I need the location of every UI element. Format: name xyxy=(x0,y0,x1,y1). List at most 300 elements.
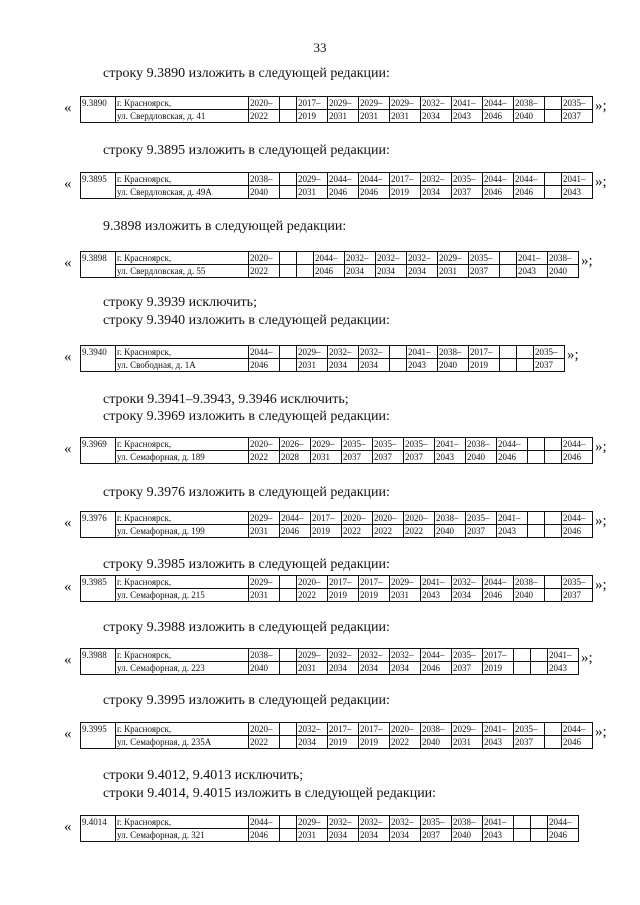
period-end: 2046 xyxy=(421,661,451,674)
period-cell xyxy=(390,816,421,842)
period-end: 2031 xyxy=(311,450,341,463)
period-cell xyxy=(466,438,497,464)
period-end: 2037 xyxy=(342,450,372,463)
amendment-instruction: строку 9.3976 изложить в следующей редакции: xyxy=(103,485,390,500)
period-start: 2029– xyxy=(298,174,321,184)
amendment-instruction: строку 9.3895 изложить в следующей редакции: xyxy=(103,143,390,158)
period-end: 2034 xyxy=(359,828,389,841)
period-end: 2040 xyxy=(466,450,496,463)
period-cell xyxy=(421,649,452,675)
amendment-table-row xyxy=(80,722,593,749)
period-end: 2034 xyxy=(328,828,358,841)
period-start: 2041– xyxy=(518,253,541,263)
period-end: 2034 xyxy=(407,264,437,277)
period-cell xyxy=(404,438,435,464)
period-end xyxy=(280,185,296,198)
period-end: 2043 xyxy=(421,588,451,601)
period-cell xyxy=(562,173,593,199)
period-start: 2020– xyxy=(250,724,273,734)
period-start: 2029– xyxy=(453,724,476,734)
period-cell xyxy=(452,576,483,602)
period-cell xyxy=(390,97,421,123)
period-start xyxy=(515,649,529,661)
period-end: 2043 xyxy=(435,450,465,463)
period-end xyxy=(280,109,296,122)
period-cell xyxy=(514,173,545,199)
period-start xyxy=(546,576,560,588)
closing-quote: »; xyxy=(595,513,607,529)
period-cell xyxy=(249,173,280,199)
period-cell xyxy=(469,346,500,372)
address-city: г. Красноярск, xyxy=(117,347,172,357)
period-end: 2046 xyxy=(562,735,592,748)
amendment-instruction: строку 9.3969 изложить в следующей редакции: xyxy=(103,409,390,424)
period-end: 2043 xyxy=(407,358,437,371)
closing-quote: »; xyxy=(595,577,607,593)
period-end: 2034 xyxy=(359,358,389,371)
period-cell xyxy=(562,723,593,749)
period-end: 2034 xyxy=(421,185,451,198)
period-cell xyxy=(390,576,421,602)
period-end: 2046 xyxy=(514,185,544,198)
opening-quote: « xyxy=(64,726,72,742)
closing-quote: »; xyxy=(581,650,593,666)
period-start xyxy=(518,346,532,358)
period-end: 2037 xyxy=(373,450,403,463)
period-start: 2044– xyxy=(498,439,521,449)
period-end: 2037 xyxy=(469,264,499,277)
period-start: 2038– xyxy=(467,439,490,449)
period-start: 2041– xyxy=(549,650,572,660)
empty-period-cell xyxy=(500,252,517,278)
period-start: 2026– xyxy=(281,439,304,449)
period-end: 2034 xyxy=(328,358,358,371)
period-cell xyxy=(407,252,438,278)
period-cell xyxy=(359,97,390,123)
row-number: 9.3898 xyxy=(81,252,116,278)
period-start: 2029– xyxy=(391,98,414,108)
period-cell xyxy=(390,723,421,749)
period-start: 2032– xyxy=(346,253,369,263)
empty-period-cell xyxy=(531,649,548,675)
period-start xyxy=(515,816,529,828)
period-cell xyxy=(297,173,328,199)
period-end xyxy=(545,735,561,748)
period-end: 2019 xyxy=(359,588,389,601)
empty-period-cell xyxy=(545,97,562,123)
period-cell xyxy=(249,97,280,123)
period-end: 2034 xyxy=(390,828,420,841)
period-cell xyxy=(297,649,328,675)
period-end xyxy=(514,661,530,674)
period-cell xyxy=(404,512,435,538)
period-cell xyxy=(452,649,483,675)
period-cell xyxy=(452,173,483,199)
address-cell xyxy=(116,816,249,842)
period-end: 2031 xyxy=(249,588,279,601)
period-start: 2032– xyxy=(329,650,352,660)
period-end: 2019 xyxy=(359,735,389,748)
period-end xyxy=(531,828,547,841)
period-cell xyxy=(421,723,452,749)
period-cell xyxy=(328,97,359,123)
period-start: 2038– xyxy=(250,174,273,184)
period-end xyxy=(517,358,533,371)
period-end: 2028 xyxy=(280,450,310,463)
period-start: 2032– xyxy=(360,347,383,357)
empty-period-cell xyxy=(545,512,562,538)
period-end: 2019 xyxy=(328,588,358,601)
empty-period-cell xyxy=(500,346,517,372)
period-cell xyxy=(373,438,404,464)
closing-quote: »; xyxy=(595,439,607,455)
period-end: 2031 xyxy=(249,524,279,537)
period-end: 2046 xyxy=(483,185,513,198)
closing-quote: »; xyxy=(595,724,607,740)
period-start: 2035– xyxy=(422,817,445,827)
period-end xyxy=(545,450,561,463)
address-cell xyxy=(116,346,249,372)
period-cell xyxy=(359,576,390,602)
period-cell xyxy=(311,438,342,464)
period-start: 2029– xyxy=(391,577,414,587)
address-street: ул. Семафорная, д. 199 xyxy=(116,524,248,537)
period-end: 2037 xyxy=(514,735,544,748)
amendment-instruction: строку 9.3988 изложить в следующей редакции: xyxy=(103,620,390,635)
address-city: г. Красноярск, xyxy=(117,513,172,523)
period-start: 2035– xyxy=(453,174,476,184)
period-cell xyxy=(517,252,548,278)
period-end xyxy=(280,588,296,601)
period-start: 2020– xyxy=(391,724,414,734)
period-start: 2029– xyxy=(439,253,462,263)
period-start: 2029– xyxy=(360,98,383,108)
amendment-instruction: строку 9.3940 изложить в следующей редакции: xyxy=(103,313,390,328)
period-start: 2029– xyxy=(312,439,335,449)
period-end xyxy=(390,358,406,371)
period-start: 2044– xyxy=(281,513,304,523)
period-end: 2022 xyxy=(342,524,372,537)
period-cell xyxy=(562,512,593,538)
period-cell xyxy=(452,816,483,842)
period-cell xyxy=(483,723,514,749)
period-end: 2022 xyxy=(373,524,403,537)
opening-quote: « xyxy=(64,100,72,116)
period-start: 2035– xyxy=(535,347,558,357)
period-start: 2035– xyxy=(563,577,586,587)
period-end xyxy=(545,588,561,601)
empty-period-cell xyxy=(528,512,545,538)
address-street: ул. Свердловская, д. 49А xyxy=(116,185,248,198)
period-end: 2043 xyxy=(562,185,592,198)
period-end: 2031 xyxy=(452,735,482,748)
period-cell xyxy=(469,252,500,278)
period-cell xyxy=(342,512,373,538)
empty-period-cell xyxy=(297,252,314,278)
period-end: 2031 xyxy=(328,109,358,122)
period-start: 2032– xyxy=(453,577,476,587)
address-city: г. Красноярск, xyxy=(117,817,172,827)
period-end: 2034 xyxy=(376,264,406,277)
period-end: 2019 xyxy=(483,661,513,674)
empty-period-cell xyxy=(545,438,562,464)
empty-period-cell xyxy=(517,346,534,372)
period-start: 2035– xyxy=(343,439,366,449)
empty-period-cell xyxy=(280,816,297,842)
empty-period-cell xyxy=(280,252,297,278)
period-start: 2029– xyxy=(250,513,273,523)
period-end: 2022 xyxy=(390,735,420,748)
period-start: 2041– xyxy=(563,174,586,184)
period-cell xyxy=(483,173,514,199)
address-city: г. Красноярск, xyxy=(117,577,172,587)
period-start: 2020– xyxy=(374,513,397,523)
period-start: 2035– xyxy=(470,253,493,263)
period-end xyxy=(500,264,516,277)
empty-period-cell xyxy=(514,649,531,675)
closing-quote: »; xyxy=(595,174,607,190)
period-start: 2017– xyxy=(360,577,383,587)
period-start: 2017– xyxy=(312,513,335,523)
period-cell xyxy=(345,252,376,278)
period-start: 2044– xyxy=(422,650,445,660)
address-street: ул. Семафорная, д. 189 xyxy=(116,450,248,463)
period-cell xyxy=(314,252,345,278)
row-number: 9.3995 xyxy=(81,723,116,749)
period-end xyxy=(545,524,561,537)
address-street: ул. Свердловская, д. 41 xyxy=(116,109,248,122)
amendment-instruction: строку 9.3995 изложить в следующей редакции: xyxy=(103,693,390,708)
period-cell xyxy=(249,649,280,675)
period-end: 2040 xyxy=(514,588,544,601)
period-start: 2044– xyxy=(563,439,586,449)
period-start: 2017– xyxy=(329,724,352,734)
period-end: 2034 xyxy=(421,109,451,122)
period-start xyxy=(532,649,546,661)
period-start xyxy=(546,97,560,109)
period-start xyxy=(546,438,560,450)
period-start: 2044– xyxy=(484,98,507,108)
period-end xyxy=(528,524,544,537)
period-start xyxy=(391,346,405,358)
amendment-table-row xyxy=(80,648,579,675)
address-cell xyxy=(116,512,249,538)
period-cell xyxy=(562,97,593,123)
period-end: 2040 xyxy=(435,524,465,537)
period-start: 2017– xyxy=(360,724,383,734)
period-end: 2040 xyxy=(438,358,468,371)
period-end: 2046 xyxy=(562,450,592,463)
period-end: 2031 xyxy=(390,588,420,601)
opening-quote: « xyxy=(64,441,72,457)
address-street: ул. Семафорная, д. 215 xyxy=(116,588,248,601)
period-start: 2044– xyxy=(315,253,338,263)
period-start: 2044– xyxy=(484,174,507,184)
period-cell xyxy=(297,723,328,749)
period-cell xyxy=(435,512,466,538)
period-end xyxy=(514,828,530,841)
period-end: 2019 xyxy=(328,735,358,748)
period-start: 2038– xyxy=(453,817,476,827)
opening-quote: « xyxy=(64,255,72,271)
period-start: 2041– xyxy=(408,347,431,357)
period-end: 2040 xyxy=(421,735,451,748)
period-end: 2040 xyxy=(249,185,279,198)
empty-period-cell xyxy=(531,816,548,842)
period-end xyxy=(280,735,296,748)
period-cell xyxy=(359,346,390,372)
period-cell xyxy=(280,438,311,464)
period-cell xyxy=(421,173,452,199)
address-street: ул. Семафорная, д. 235А xyxy=(116,735,248,748)
address-city: г. Красноярск, xyxy=(117,174,172,184)
period-start: 2044– xyxy=(515,174,538,184)
period-cell xyxy=(249,438,280,464)
period-end: 2031 xyxy=(297,828,327,841)
period-start xyxy=(298,252,312,264)
address-city: г. Красноярск, xyxy=(117,439,172,449)
empty-period-cell xyxy=(280,723,297,749)
period-cell xyxy=(311,512,342,538)
period-end: 2019 xyxy=(469,358,499,371)
period-cell xyxy=(342,438,373,464)
address-street: ул. Свердловская, д. 55 xyxy=(116,264,248,277)
address-city: г. Красноярск, xyxy=(117,98,172,108)
amendment-table-row xyxy=(80,172,593,199)
period-cell xyxy=(376,252,407,278)
period-end: 2037 xyxy=(534,358,564,371)
period-cell xyxy=(328,576,359,602)
period-start: 2035– xyxy=(374,439,397,449)
period-cell xyxy=(280,512,311,538)
period-start: 2044– xyxy=(563,724,586,734)
period-start: 2044– xyxy=(360,174,383,184)
address-cell xyxy=(116,173,249,199)
address-cell xyxy=(116,649,249,675)
period-cell xyxy=(514,97,545,123)
amendment-table-row xyxy=(80,437,593,464)
period-end xyxy=(280,358,296,371)
amendment-table-row xyxy=(80,511,593,538)
period-end xyxy=(528,450,544,463)
period-cell xyxy=(452,723,483,749)
period-start: 2035– xyxy=(515,724,538,734)
period-start xyxy=(529,512,543,524)
empty-period-cell xyxy=(514,816,531,842)
period-start: 2032– xyxy=(329,817,352,827)
period-start: 2038– xyxy=(515,577,538,587)
period-end: 2031 xyxy=(438,264,468,277)
period-cell xyxy=(452,97,483,123)
period-cell xyxy=(483,97,514,123)
row-number: 9.3895 xyxy=(81,173,116,199)
period-start: 2020– xyxy=(298,577,321,587)
amendment-instruction: строки 9.4012, 9.4013 исключить; xyxy=(103,768,304,783)
period-cell xyxy=(390,173,421,199)
opening-quote: « xyxy=(64,349,72,365)
period-end: 2034 xyxy=(297,735,327,748)
period-cell xyxy=(421,576,452,602)
period-cell xyxy=(359,173,390,199)
empty-period-cell xyxy=(280,173,297,199)
period-cell xyxy=(466,512,497,538)
period-end: 2022 xyxy=(249,109,279,122)
period-end: 2034 xyxy=(328,661,358,674)
period-start: 2044– xyxy=(250,347,273,357)
amendment-instruction: строки 9.3941–9.3943, 9.3946 исключить; xyxy=(103,392,349,407)
period-start: 2044– xyxy=(563,513,586,523)
amendment-table-row xyxy=(80,251,579,278)
period-cell xyxy=(328,816,359,842)
period-start xyxy=(501,346,515,358)
period-start xyxy=(546,512,560,524)
period-cell xyxy=(297,816,328,842)
empty-period-cell xyxy=(390,346,407,372)
period-cell xyxy=(497,438,528,464)
address-city: г. Красноярск, xyxy=(117,650,172,660)
period-start: 2038– xyxy=(515,98,538,108)
period-start: 2020– xyxy=(250,439,273,449)
opening-quote: « xyxy=(64,579,72,595)
period-start: 2038– xyxy=(250,650,273,660)
period-end: 2046 xyxy=(314,264,344,277)
period-start: 2041– xyxy=(498,513,521,523)
period-end: 2037 xyxy=(421,828,451,841)
period-start: 2029– xyxy=(329,98,352,108)
address-cell xyxy=(116,438,249,464)
period-end: 2046 xyxy=(249,828,279,841)
period-end xyxy=(531,661,547,674)
period-start: 2017– xyxy=(329,577,352,587)
period-start: 2017– xyxy=(298,98,321,108)
period-start: 2017– xyxy=(470,347,493,357)
opening-quote: « xyxy=(64,652,72,668)
period-cell xyxy=(359,649,390,675)
period-start xyxy=(546,173,560,185)
period-cell xyxy=(548,252,579,278)
period-start: 2020– xyxy=(250,98,273,108)
period-start: 2038– xyxy=(422,724,445,734)
period-end: 2034 xyxy=(452,588,482,601)
period-cell xyxy=(249,576,280,602)
period-start xyxy=(501,252,515,264)
period-end: 2031 xyxy=(297,185,327,198)
period-start xyxy=(281,816,295,828)
period-start: 2032– xyxy=(298,724,321,734)
closing-quote: »; xyxy=(567,347,579,363)
period-cell xyxy=(514,723,545,749)
row-number: 9.3988 xyxy=(81,649,116,675)
period-cell xyxy=(359,816,390,842)
period-cell xyxy=(407,346,438,372)
row-number: 9.3969 xyxy=(81,438,116,464)
period-start: 2029– xyxy=(298,817,321,827)
period-cell xyxy=(514,576,545,602)
period-end xyxy=(280,828,296,841)
period-cell xyxy=(328,173,359,199)
period-end: 2022 xyxy=(249,264,279,277)
period-end: 2040 xyxy=(514,109,544,122)
address-cell xyxy=(116,723,249,749)
row-number: 9.4014 xyxy=(81,816,116,842)
period-cell xyxy=(249,252,280,278)
amendment-instruction: строку 9.3890 изложить в следующей редакции: xyxy=(103,66,390,81)
period-cell xyxy=(328,649,359,675)
period-cell xyxy=(497,512,528,538)
empty-period-cell xyxy=(545,173,562,199)
period-end: 2046 xyxy=(497,450,527,463)
period-start: 2032– xyxy=(391,817,414,827)
